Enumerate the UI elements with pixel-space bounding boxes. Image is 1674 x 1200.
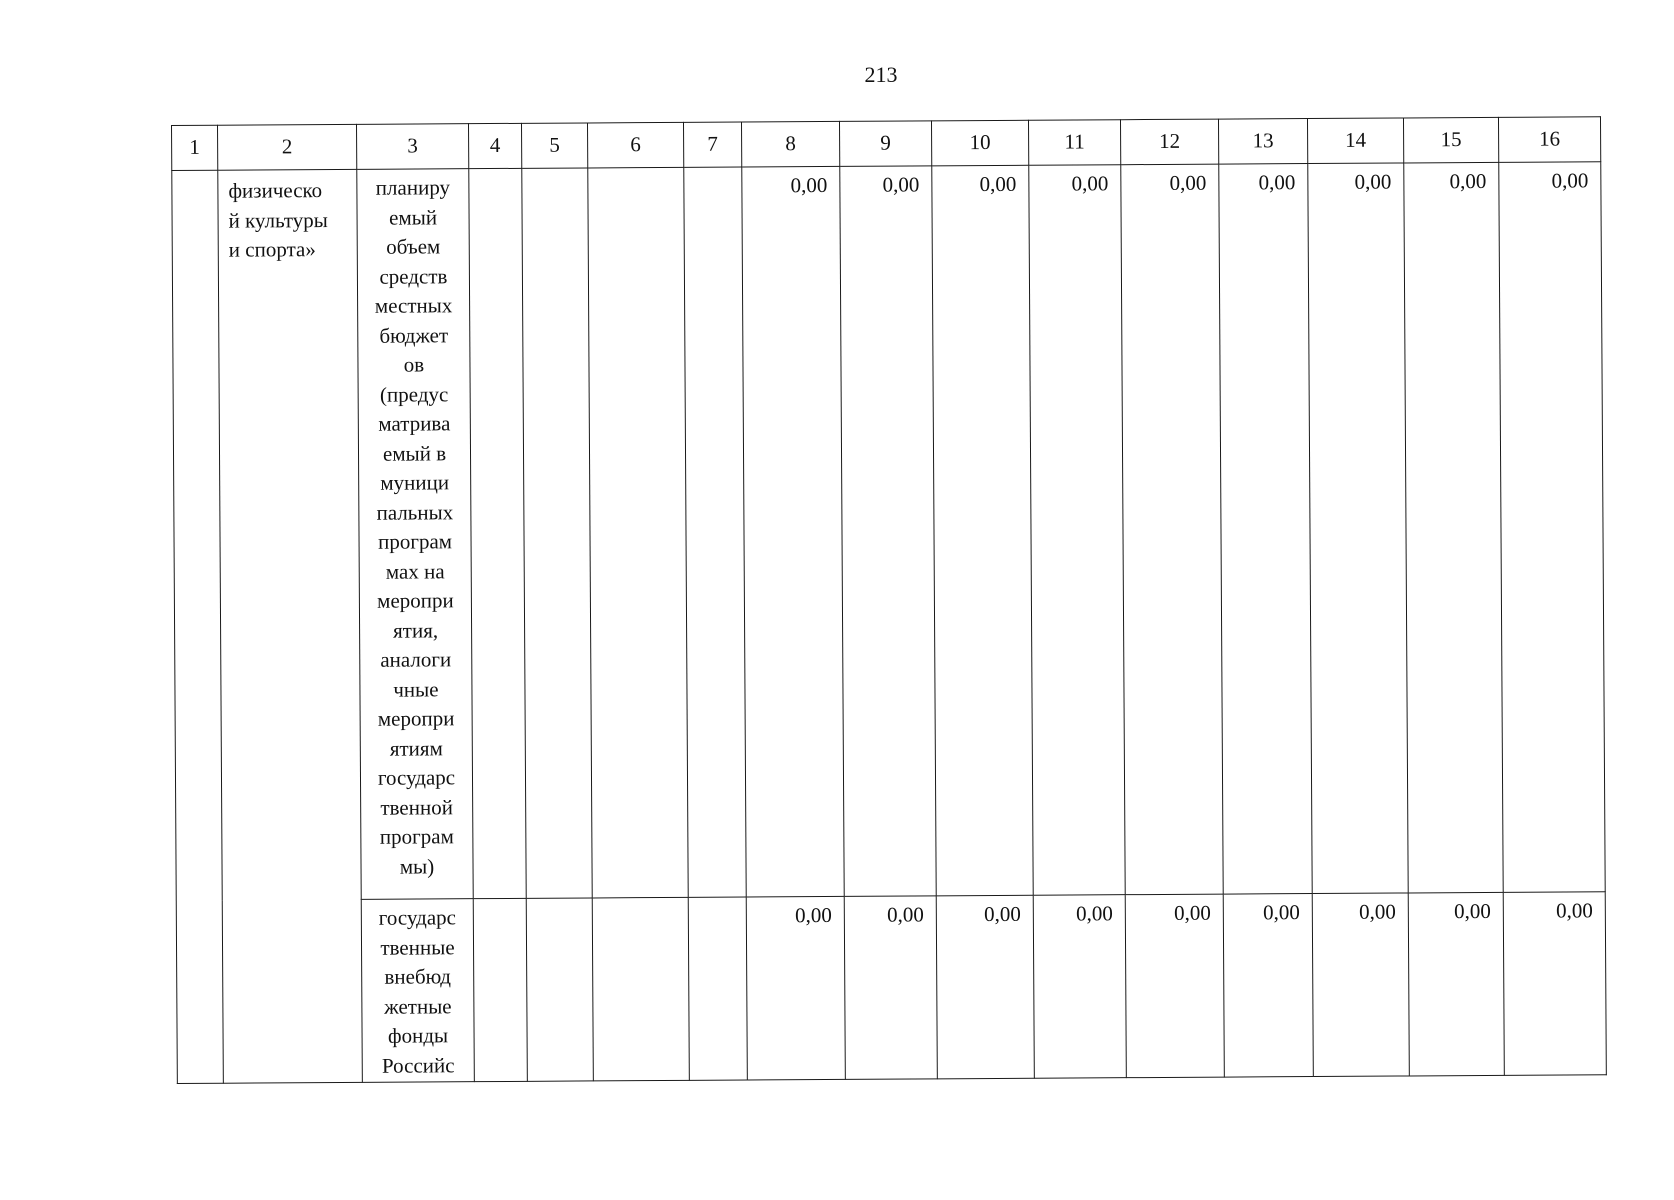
funding-source-line: меропри — [377, 706, 455, 731]
funding-source-line: твенной — [380, 794, 453, 820]
value-cell: 0,00 — [932, 165, 1033, 896]
funding-source-line: планиру — [375, 175, 451, 200]
value-cell: 0,00 — [1033, 895, 1126, 1079]
funding-source-line: Российс — [381, 1052, 455, 1078]
header-cell: 16 — [1498, 117, 1600, 163]
funding-source-line: местных — [374, 293, 453, 318]
value-cell: 0,00 — [742, 166, 844, 897]
funding-source-line: фонды — [387, 1023, 449, 1048]
header-cell: 5 — [521, 123, 587, 168]
value-cell: 0,00 — [1312, 893, 1409, 1077]
funding-source-line: пальных — [376, 499, 454, 525]
value-cell: 0,00 — [1125, 894, 1224, 1078]
header-cell: 9 — [839, 121, 931, 167]
funding-source-line: емый в — [382, 440, 447, 466]
value-cell: 0,00 — [746, 896, 845, 1080]
table-row — [176, 892, 1606, 1084]
value-cell: 0,00 — [1121, 164, 1223, 895]
value-cell: 0,00 — [1308, 163, 1408, 894]
value-cell: 0,00 — [1503, 892, 1606, 1076]
value-cell: 0,00 — [844, 896, 937, 1080]
funding-source-line: ятия, — [393, 617, 439, 643]
funding-source-line: объем — [386, 234, 441, 259]
funding-source-line: матрива — [378, 411, 451, 436]
empty-cell — [592, 897, 689, 1081]
funding-source-line: государс — [378, 905, 456, 930]
page-number: 213 — [864, 62, 898, 87]
funding-source-line: ов — [403, 352, 425, 377]
funding-source-line: чные — [393, 676, 439, 702]
header-cell: 12 — [1120, 119, 1218, 165]
funding-source-line: меропри — [377, 588, 454, 613]
value-cell: 0,00 — [1223, 894, 1313, 1078]
program-name-line: физическо — [228, 178, 323, 203]
funding-source-line: мы) — [399, 853, 435, 879]
header-cell: 7 — [683, 122, 741, 167]
value-cell: 0,00 — [1404, 162, 1503, 893]
funding-source-cell — [361, 899, 474, 1083]
value-cell: 0,00 — [1408, 892, 1504, 1076]
funding-source-line: мах на — [385, 558, 445, 584]
empty-cell — [526, 898, 593, 1081]
funding-source-line: твенные — [380, 934, 455, 960]
program-name-cell — [218, 169, 363, 1083]
empty-cell — [473, 898, 527, 1081]
program-name-line: и спорта» — [228, 237, 316, 262]
funding-source-line: програм — [379, 824, 454, 849]
header-cell: 6 — [587, 122, 683, 168]
funding-source-line: жетные — [384, 993, 452, 1019]
funding-source-line: ятиям — [389, 735, 443, 761]
empty-cell — [172, 170, 224, 1083]
table-row — [172, 162, 1605, 901]
funding-source-line: бюджет — [379, 322, 449, 348]
funding-source-line: аналоги — [380, 647, 452, 672]
value-cell: 0,00 — [1219, 164, 1312, 895]
header-cell: 4 — [468, 123, 521, 168]
header-cell: 3 — [356, 124, 468, 170]
header-cell: 2 — [218, 124, 357, 170]
empty-cell — [469, 168, 526, 898]
funding-source-line: програм — [377, 529, 453, 554]
header-cell: 8 — [741, 121, 839, 167]
funding-source-line: (предус — [379, 381, 449, 407]
value-cell: 0,00 — [1029, 165, 1125, 896]
header-cell: 15 — [1403, 117, 1498, 163]
header-cell: 11 — [1028, 120, 1120, 166]
empty-cell — [588, 167, 688, 898]
empty-cell — [688, 897, 747, 1080]
funding-source-cell — [357, 169, 473, 900]
program-name-line: й культуры — [228, 207, 328, 233]
header-cell: 1 — [172, 125, 218, 170]
budget-table — [171, 116, 1607, 1084]
header-cell: 10 — [931, 120, 1028, 166]
value-cell: 0,00 — [936, 895, 1034, 1079]
header-cell: 13 — [1218, 119, 1307, 165]
funding-source-line: средств — [379, 263, 448, 289]
funding-source-line: внебюд — [384, 964, 452, 989]
empty-cell — [522, 168, 592, 898]
funding-source-line: емый — [389, 204, 438, 230]
funding-source-line: муници — [380, 470, 450, 495]
funding-source-line: государс — [377, 765, 456, 790]
empty-cell — [684, 167, 746, 897]
value-cell: 0,00 — [840, 166, 936, 897]
value-cell: 0,00 — [1499, 162, 1605, 893]
header-cell: 14 — [1307, 118, 1403, 164]
